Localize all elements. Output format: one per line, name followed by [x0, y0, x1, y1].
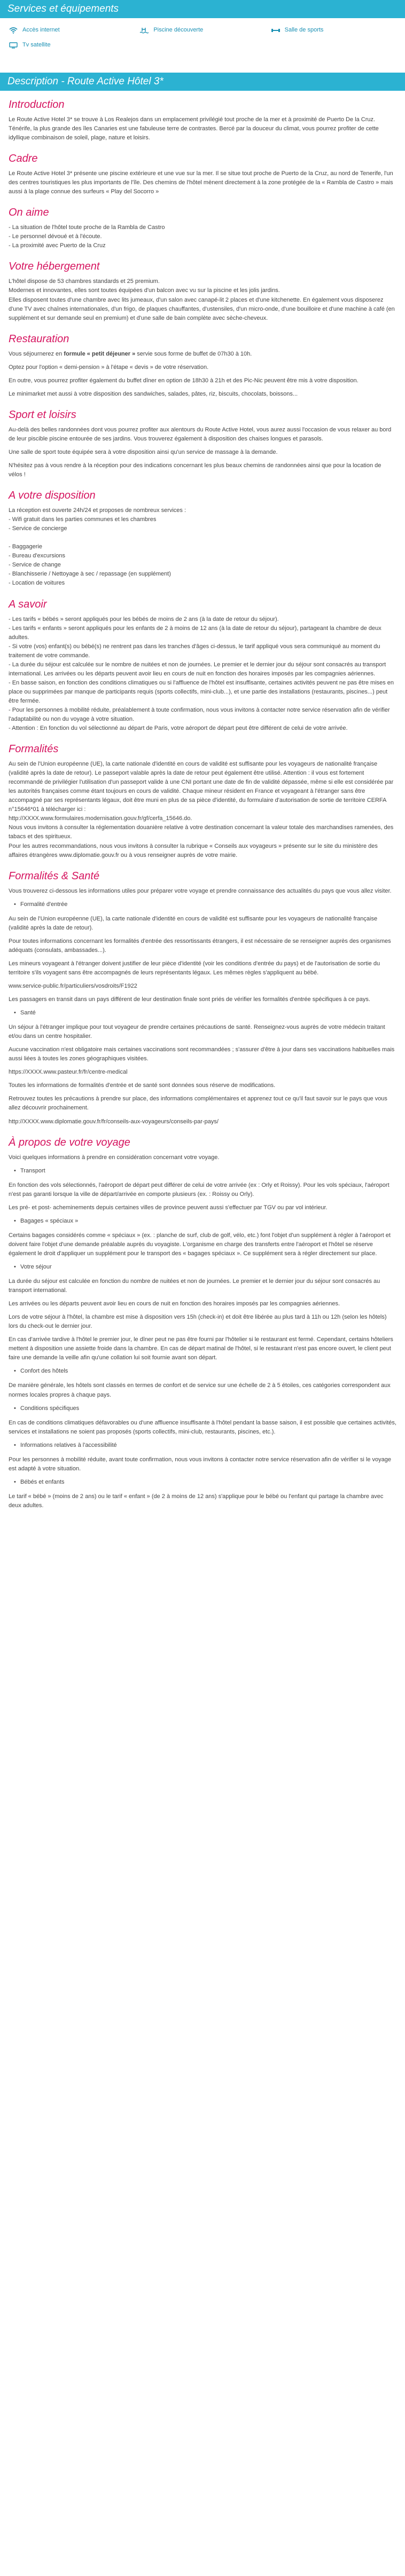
section-heading-a-propos: À propos de votre voyage	[9, 1136, 130, 1148]
paragraph: Au sein de l'Union européenne (UE), la carte nationale d'identité en cours de validité est suffisante pour les voyageurs de nationalité française (validité après la date de retour).	[9, 915, 378, 931]
bullet-item: • Informations relatives à l'accessibilité	[20, 1441, 396, 1450]
bullet-item: • Confort des hôtels	[20, 1367, 396, 1376]
text-line: L'hôtel dispose de 53 chambres standards et 25 premium.	[9, 278, 160, 285]
section-heading-sport: Sport et loisirs	[9, 408, 76, 421]
paragraph	[9, 760, 396, 860]
text-line: - Pour les personnes à mobilité réduite, préalablement à toute confirmation, nous vous invitons à contacter notre service réservation afin de vérifier l'adaptabilité ou non du voyage à votre situation.	[9, 706, 390, 723]
amenity-label: Tv satellite	[22, 42, 51, 49]
amenity-label: Piscine découverte	[153, 27, 204, 34]
paragraph: Pour les personnes à mobilité réduite, avant toute confirmation, nous vous invitons à contacter notre service réservation afin de vérifier si le voyage est adapté à votre situation.	[9, 1456, 391, 1472]
paragraph: Les arrivées ou les départs peuvent avoir lieu en cours de nuit en fonction des horaires imposés par les compagnies aériennes.	[9, 1301, 340, 1307]
paragraph: Le tarif « bébé » (moins de 2 ans) ou le tarif « enfant » (de 2 à moins de 12 ans) s'applique pour le bébé ou l'enfant qui partage la chambre avec deux adultes.	[9, 1493, 384, 1509]
paragraph: La durée du séjour est calculée en fonction du nombre de nuitées et non de journées. Le premier et le dernier jour du séjour sont consacrés au transport international.	[9, 1278, 380, 1294]
bullet-list	[9, 1441, 396, 1450]
bullet-list	[9, 1478, 396, 1487]
section-heading-formalites: Formalités	[9, 743, 59, 755]
paragraph: N'hésitez pas à vous rendre à la réception pour des indications concernant les plus beaux chemins de randonnées ainsi que pour la location de vélos !	[9, 462, 381, 478]
bullet-list	[9, 1167, 396, 1176]
bullet-list	[9, 1009, 396, 1018]
section-heading-restauration: Restauration	[9, 333, 69, 345]
paragraph: Voici quelques informations à prendre en considération concernant votre voyage.	[9, 1154, 220, 1161]
text-line: - Les tarifs « enfants » seront appliqués pour les enfants de 2 à moins de 12 ans (à la date de retour du séjour), partageant la chambre de deux adultes.	[9, 625, 381, 641]
bullet-list	[9, 1263, 396, 1272]
pool-icon	[139, 27, 149, 34]
text-line: - Attention : En fonction du vol sélectionné au départ de Paris, votre aéroport de départ peut être différent de celui de votre arrivée.	[9, 725, 348, 732]
bullet-list	[9, 1367, 396, 1376]
paragraph: De manière générale, les hôtels sont classés en termes de confort et de service sur une échelle de 2 à 5 étoiles, ces catégories correspondent aux normes locales propres à chaque pays.	[9, 1382, 391, 1398]
bullet-item: • Bagages « spéciaux »	[20, 1217, 396, 1226]
text-line: Modernes et innovantes, elles sont toutes équipées d'un balcon avec vu sur la piscine et les jolis jardins.	[9, 287, 280, 294]
spacer	[0, 59, 405, 73]
list-line: - Location de voitures	[9, 580, 65, 587]
paragraph	[9, 277, 396, 322]
section-heading-cadre: Cadre	[9, 153, 38, 165]
bullet-item: • Bébés et enfants	[20, 1478, 396, 1487]
bullet-item: • Transport	[20, 1167, 396, 1176]
text-line: La réception est ouverte 24h/24 et proposes de nombreux services :	[9, 507, 186, 514]
list-line: - Wifi gratuit dans les parties communes et les chambres	[9, 516, 157, 523]
bullet-list	[9, 900, 396, 909]
text-fragment: servie sous forme de buffet de 07h30 à 10h.	[135, 350, 252, 357]
services-title: Services et équipements	[7, 3, 119, 14]
bullet-item: • Conditions spécifiques	[20, 1404, 396, 1413]
list-line: - Baggagerie	[9, 543, 42, 550]
paragraph: Le Route Active Hotel 3* se trouve à Los Realejos dans un emplacement privilégié tout proche de la mer et à proximité de Puerto De la Cruz. Ténérife, la plus grande des îles Canaries est une fabuleuse terre de contrastes. Bercé par la douceur du climat, vous pourrez profiter de cette idyllique combinaison de soleil, plage, nature et loisirs.	[9, 116, 379, 141]
paragraph: Optez pour l'option « demi-pension » à l'étape « devis » de votre réservation.	[9, 364, 209, 371]
list-line: - Service de concierge	[9, 525, 67, 532]
section-heading-a-savoir: A savoir	[9, 598, 47, 610]
text-line: - La durée du séjour est calculée sur le nombre de nuitées et non de journées. Le premier et le dernier jour du séjour sont consacrés au transport international. Les arrivées ou les départs peuvent avoir lieu en cours de nuit en fonction des horaires imposés par les compagnies aériennes.	[9, 661, 386, 677]
dumbbell-icon	[271, 27, 281, 34]
text-line: - Si votre (vos) enfant(s) ou bébé(s) ne rentrent pas dans les tranches d'âges ci-dessus, le tarif appliqué vous sera communiqué au moment du traitement de votre commande.	[9, 643, 380, 659]
paragraph: Pour toutes informations concernant les formalités d'entrée des ressortissants étrangers, il est nécessaire de se renseigner auprès des organismes adéquats (consulats, ambassades...).	[9, 938, 391, 954]
amenity-tv	[9, 41, 134, 50]
amenity-gym	[271, 26, 396, 35]
text-fragment: Vous séjournerez en	[9, 350, 64, 357]
amenities-list	[0, 18, 405, 59]
description-header	[0, 73, 405, 91]
paragraph	[9, 223, 396, 250]
description-title: Description - Route Active Hôtel 3*	[7, 76, 163, 87]
text-line: Pour les autres recommandations, nous vous invitons à consulter la rubrique « Conseils aux voyageurs » présente sur le site du ministère des affaires étrangères www.diplomatie.gouv.fr ou à vous renseigner auprès de votre mairie.	[9, 842, 378, 858]
paragraph: Un séjour à l'étranger implique pour tout voyageur de prendre certaines précautions de santé. Renseignez-vous auprès de votre médecin traitant et/ou dans un centre hospitalier.	[9, 1024, 385, 1040]
section-heading-formalites-sante: Formalités & Santé	[9, 870, 100, 882]
paragraph: En fonction des vols sélectionnés, l'aéroport de départ peut différer de celui de votre arrivée (ex : Orly et Roissy). Pour les vols spéciaux, l'aéroport n'est pas garanti lorsque la ville de départ/arrivée en comporte plusieurs (ex. : Roissy ou Orly).	[9, 1181, 390, 1198]
list-line: - Service de change	[9, 562, 61, 569]
text-line: - Les tarifs « bébés » seront appliqués pour les bébés de moins de 2 ans (à la date de retour du séjour).	[9, 616, 279, 623]
paragraph: Le minimarket met aussi à votre disposition des sandwiches, salades, pâtes, riz, biscuits, chocolats, boissons...	[9, 390, 298, 397]
paragraph: Le Route Active Hotel 3* présente une piscine extérieure et une vue sur la mer. Il se situe tout proche de Puerto de la Cruz, au nord de Tenerife, l'un des centres touristiques les plus importants de l'île. Des chemins de l'hôtel mènent directement à la zone protégée de la « Rambla de Castro » mais aussi à la plage connue des surfeurs « Play del Socorro »	[9, 170, 393, 195]
tv-icon	[9, 42, 18, 49]
bullet-item: • Votre séjour	[20, 1263, 396, 1272]
paragraph	[9, 615, 396, 734]
paragraph: Retrouvez toutes les précautions à prendre sur place, des informations complémentaires et apprenez tout ce qu'il faut savoir sur le pays que vous allez découvrir prochainement.	[9, 1096, 387, 1112]
diplomatie-link[interactable]: http://XXXX.www.diplomatie.gouv.fr/fr/conseils-aux-voyageurs/conseils-par-pays/	[9, 1118, 219, 1125]
text-line: Elles disposent toutes d'une chambre avec lits jumeaux, d'un salon avec canapé-lit 2 places et d'une kitchenette. En également vous disposerez d'une TV avec chaînes internationales, d'un frigo, de plaques chauffantes, d'ustensiles, d'un micro-onde, d'une bouilloire et d'une machine à café (en supplément et sur demande seul en premium) et d'une salle de bain complète avec sèche-cheveux.	[9, 296, 395, 321]
paragraph: Aucune vaccination n'est obligatoire mais certaines vaccinations sont recommandées ; s'assurer d'être à jour dans ses vaccinations habituelles mais aussi liées à toutes les zones géographiques visitées.	[9, 1046, 395, 1062]
amenity-label: Salle de sports	[284, 27, 324, 34]
paragraph: Une salle de sport toute équipée sera à votre disposition ainsi qu'un service de massage à la demande.	[9, 448, 278, 455]
paragraph: Les mineurs voyageant à l'étranger doivent justifier de leur pièce d'identité (voir les conditions d'entrée du pays) et de l'autorisation de sortie du territoire s'ils voyagent sans être accompagnés de leurs représentants légaux. Les mêmes règles s'appliquent au bébé.	[9, 960, 380, 976]
paragraph: En outre, vous pourrez profiter également du buffet dîner en option de 18h30 à 21h et des Pic-Nic peuvent être mis à votre disposition.	[9, 377, 359, 384]
paragraph	[9, 350, 396, 359]
section-heading-on-aime: On aime	[9, 207, 49, 219]
text-line: - En basse saison, en fonction des conditions climatiques ou si l'affluence de l'hôtel est insuffisante, certaines activités peuvent ne pas être mises en place ou supprimées par manque de participants requis (sports collectifs, mini-club...), et une partie des installations (restaurants, piscines...) peut être fermée.	[9, 679, 394, 704]
paragraph: Les pré- et post- acheminements depuis certaines villes de province peuvent aussi s'effectuer par TGV ou par vol intérieur.	[9, 1204, 328, 1211]
description-content	[0, 91, 405, 1536]
paragraph: En cas d'arrivée tardive à l'hôtel le premier jour, le dîner peut ne pas être fourni par l'hôtelier si le restaurant est fermé. Cependant, certains hôteliers mettent à disposition une assiette froide dans la chambre. En cas de départ matinal de l'hôtel, si le restaurant n'est pas encore ouvert, le client peut faire une demande la veille afin qu'une collation lui soit fournie avant son départ.	[9, 1336, 393, 1361]
paragraph	[9, 506, 396, 588]
bold-text: formule « petit déjeuner »	[64, 350, 136, 357]
list-line: - La situation de l'hôtel toute proche de la Rambla de Castro	[9, 224, 165, 231]
wifi-icon	[9, 27, 18, 34]
list-line: - Le personnel dévoué et à l'écoute.	[9, 233, 102, 240]
text-line: Au sein de l'Union européenne (UE), la carte nationale d'identité en cours de validité est suffisante pour les voyageurs de nationalité française (validité après la date de retour). Le passeport valable après la date de retour peut également être utilisé. Attention : il vous est fortement recommandé de privilégier l'utilisation d'un passeport valide à une CNI portant une date de fin de validité dépassée, même si elle est considérée par les autorités françaises comme étant toujours en cours de validité. Chaque mineur résident en France et voyageant à l'étranger sans être accompagné par ses représentants légaux, doit être muni en plus de sa pièce d'identité, du formulaire d'autorisation de sortie de territoire CERFA n°15646*01 à télécharger ici :	[9, 761, 394, 813]
bullet-item: • Formalité d'entrée	[20, 900, 396, 909]
paragraph: Toutes les informations de formalités d'entrée et de santé sont données sous réserve de modifications.	[9, 1082, 276, 1089]
section-heading-hebergement: Votre hébergement	[9, 261, 100, 273]
paragraph: Lors de votre séjour à l'hôtel, la chambre est mise à disposition vers 15h (check-in) et doit être libérée au plus tard à 11h ou 12h (selon les hôtels) lors du check-out le dernier jour.	[9, 1314, 387, 1330]
paragraph: Certains bagages considérés comme « spéciaux » (ex. : planche de surf, club de golf, vélo, etc.) font l'objet d'un supplément à régler à l'aéroport et doivent faire l'objet d'une demande préalable auprès du voyagiste. L'organisme en charge des transferts entre l'aéroport et l'hôtel se réserve également le droit d'appliquer un supplément pour le transport des « bagages spéciaux ». Ce supplément sera à régler directement sur place.	[9, 1232, 391, 1257]
cerfa-link[interactable]: http://XXXX.www.formulaires.modernisation.gouv.fr/gf/cerfa_15646.do.	[9, 815, 192, 822]
pasteur-link[interactable]: https://XXXX.www.pasteur.fr/fr/centre-medical	[9, 1069, 128, 1076]
paragraph: Les passagers en transit dans un pays différent de leur destination finale sont priés de vérifier les formalités d'entrée spécifiques à ce pays.	[9, 996, 370, 1003]
paragraph: En cas de conditions climatiques défavorables ou d'une affluence insuffisante à l'hôtel pendant la basse saison, il est possible que certaines activités, services et installations ne soient pas proposés (sports collectifs, mini-club, restaurants, piscines, etc.).	[9, 1419, 396, 1435]
services-header	[0, 0, 405, 18]
amenity-label: Accès internet	[22, 27, 60, 34]
list-line: - Blanchisserie / Nettoyage à sec / repassage (en supplément)	[9, 571, 171, 578]
service-public-link[interactable]: www.service-public.fr/particuliers/vosdroits/F1922	[9, 983, 137, 989]
list-line: - Bureau d'excursions	[9, 553, 66, 560]
list-line: - La proximité avec Puerto de la Cruz	[9, 242, 106, 249]
section-heading-introduction: Introduction	[9, 99, 65, 111]
paragraph: Au-delà des belles randonnées dont vous pourrez profiter aux alentours du Route Active Hotel, vous aurez aussi l'occasion de vous relaxer au bord de leur piscible piscine entourée de ses jardins. Vous trouverez également à disposition des chaises longues et parasols.	[9, 426, 392, 442]
amenity-internet	[9, 26, 134, 35]
text-line: Nous vous invitons à consulter la réglementation douanière relative à votre destination concernant la valeur totale des marchandises ramenées, des tabacs et des spiritueux.	[9, 824, 394, 840]
bullet-list	[9, 1217, 396, 1226]
paragraph: Vous trouverez ci-dessous les informations utiles pour préparer votre voyage et prendre connaissance des actualités du pays que vous allez visiter.	[9, 887, 392, 894]
amenity-pool	[139, 26, 265, 35]
bullet-item: • Santé	[20, 1009, 396, 1018]
bullet-list	[9, 1404, 396, 1413]
section-heading-disposition: A votre disposition	[9, 490, 96, 502]
